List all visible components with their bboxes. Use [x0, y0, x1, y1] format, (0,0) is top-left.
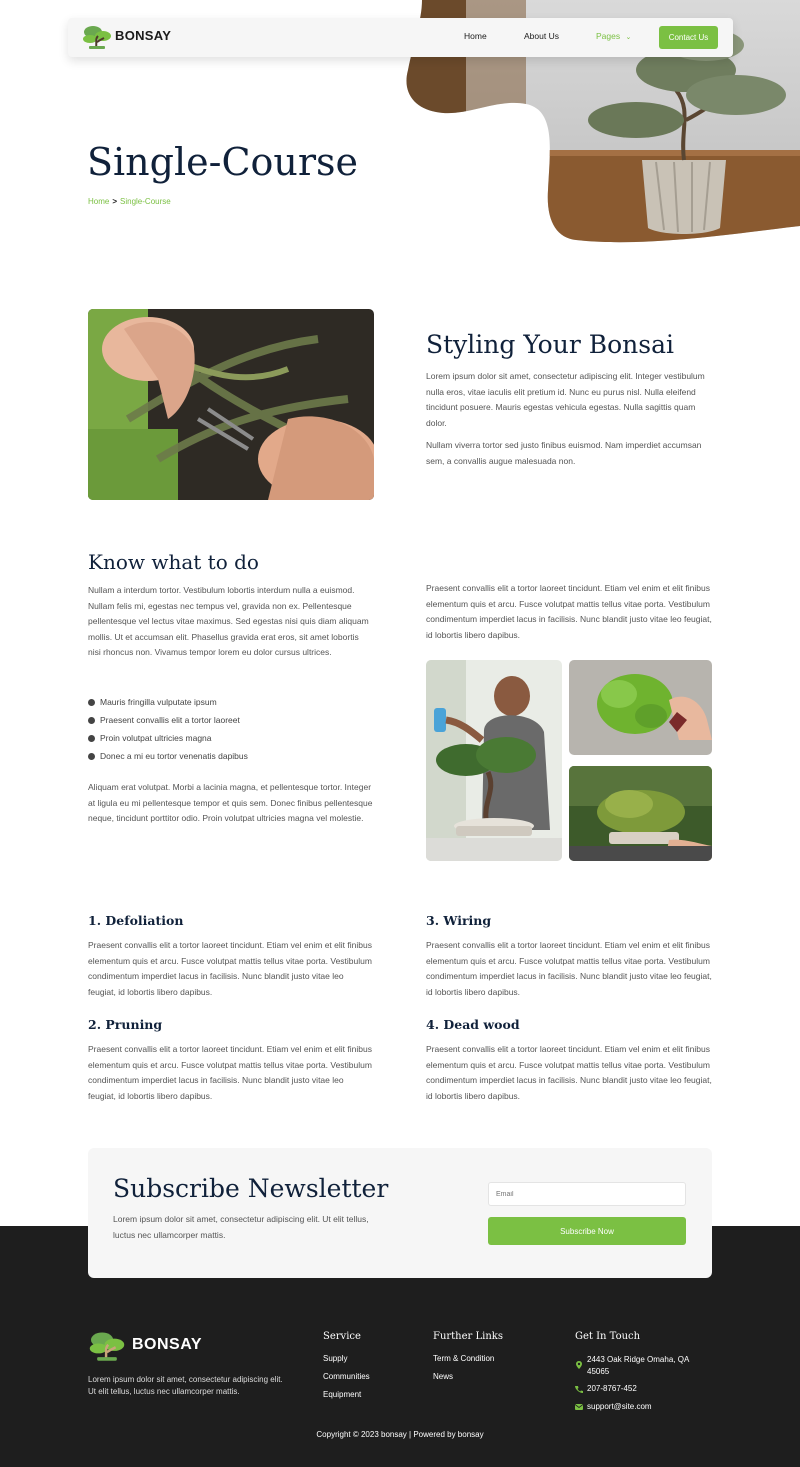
step-1-text: Praesent convallis elit a tortor laoreet tincidunt. Etiam vel enim et elit finibus elementum quis et arcu. Fusce volutpat mattis tellus vitae porta. Vestibulum condimentum imperdiet lacus in facilisis. Nunc blandit justo vitae leo feugiat, id lobortis libero dapibus. — [88, 940, 372, 997]
step-2-text: Praesent convallis elit a tortor laoreet tincidunt. Etiam vel enim et elit finibus elementum quis et arcu. Fusce volutpat mattis tellus vitae porta. Vestibulum condimentum imperdiet lacus in facilisis. Nunc blandit justo vitae leo feugiat, id lobortis libero dapibus. — [88, 1044, 372, 1101]
list-item — [88, 711, 373, 729]
email-icon — [575, 1403, 583, 1411]
navbar — [68, 18, 733, 57]
list-item — [88, 693, 373, 711]
location-pin-icon — [575, 1361, 583, 1369]
know-bullet-list — [88, 693, 373, 765]
footer-link-terms[interactable]: Term & Condition — [433, 1354, 495, 1363]
step-4-text: Praesent convallis elit a tortor laoreet tincidunt. Etiam vel enim et elit finibus elementum quis et arcu. Fusce volutpat mattis tellus vitae porta. Vestibulum condimentum imperdiet lacus in facilisis. Nunc blandit justo vitae leo feugiat, id lobortis libero dapibus. — [426, 1044, 712, 1101]
bullet-dot-icon — [88, 735, 95, 742]
footer-link-supply[interactable]: Supply — [323, 1354, 348, 1363]
step-3-title: 3. Wiring — [426, 913, 492, 928]
intro-title: Styling Your Bonsai — [426, 330, 674, 359]
bonsai-logo-icon[interactable] — [82, 24, 112, 50]
subscribe-button[interactable]: Subscribe Now — [488, 1217, 686, 1245]
bullet-text: Mauris fringilla vulputate ipsum — [100, 697, 217, 707]
newsletter-card — [88, 1148, 712, 1278]
footer-address: 2443 Oak Ridge Omaha, QA 45065 — [587, 1355, 689, 1376]
bullet-dot-icon — [88, 717, 95, 724]
footer-email[interactable]: support@site.com — [587, 1402, 652, 1411]
bullet-text: Praesent convallis elit a tortor laoreet — [100, 715, 240, 725]
contact-us-button[interactable]: Contact Us — [659, 26, 718, 49]
know-paragraph-2: Aliquam erat volutpat. Morbi a lacinia magna, et pellentesque tortor. Integer at ligula eu mi pellentesque tempor et quis sem. Donec finibus pellentesque neque, tincidunt porttitor odio. Proin volutpat ultricies magna vel molestie. — [88, 782, 373, 823]
gallery-photo-man-spraying — [426, 660, 562, 861]
newsletter-title: Subscribe Newsletter — [113, 1174, 389, 1203]
copyright: Copyright © 2023 bonsay | Powered by bonsay — [316, 1430, 484, 1439]
email-input[interactable] — [488, 1182, 686, 1206]
intro-paragraph-2: Nullam viverra tortor sed justo finibus euismod. Nam imperdiet accumsan sem, a convallis augue malesuada non. — [426, 440, 702, 466]
footer-phone[interactable]: 207-8767-452 — [587, 1384, 637, 1393]
step-2-title: 2. Pruning — [88, 1017, 163, 1032]
footer-link-communities[interactable]: Communities — [323, 1372, 370, 1381]
phone-icon — [575, 1385, 583, 1393]
breadcrumb-home[interactable]: Home — [88, 197, 110, 206]
nav-home[interactable]: Home — [464, 31, 487, 41]
page-title: Single-Course — [87, 140, 359, 184]
brand-name[interactable]: BONSAY — [115, 28, 172, 43]
know-paragraph-1: Nullam a interdum tortor. Vestibulum lobortis interdum nulla a euismod. Nullam felis mi, egestas nec tempus vel, gravida non ex. Pellentesque pellentesque vel lectus vitae maximus. Sed egestas nisi quis diam aliquam mollis. Ut et accumsan elit. Phasellus gravida erat eros, sit amet lobortis nisi rhoncus non. Vivamus tempor lorem eu dolor cursus ultrices. — [88, 585, 369, 657]
know-right-paragraph: Praesent convallis elit a tortor laoreet tincidunt. Etiam vel enim et elit finibus elementum quis et arcu. Fusce volutpat mattis tellus vitae porta. Vestibulum condimentum imperdiet lacus in facilisis. Nunc blandit justo vitae leo feugiat, id lobortis libero dapibus. — [426, 583, 712, 640]
bullet-text: Donec a mi eu tortor venenatis dapibus — [100, 751, 248, 761]
know-title: Know what to do — [88, 550, 259, 574]
bullet-dot-icon — [88, 753, 95, 760]
bullet-text: Proin volutpat ultricies magna — [100, 733, 212, 743]
footer-bonsai-logo-icon[interactable] — [88, 1330, 126, 1362]
list-item — [88, 747, 373, 765]
step-3-text: Praesent convallis elit a tortor laoreet tincidunt. Etiam vel enim et elit finibus elementum quis et arcu. Fusce volutpat mattis tellus vitae porta. Vestibulum condimentum imperdiet lacus in facilisis. Nunc blandit justo vitae leo feugiat, id lobortis libero dapibus. — [426, 940, 712, 997]
footer-link-equipment[interactable]: Equipment — [323, 1390, 362, 1399]
newsletter-text: Lorem ipsum dolor sit amet, consectetur adipiscing elit. Ut elit tellus, luctus nec ullamcorper mattis. — [113, 1214, 369, 1240]
intro-paragraph-1: Lorem ipsum dolor sit amet, consectetur adipiscing elit. Integer vestibulum nulla eros, vitae iaculis elit pretium id. Nunc eu purus nisl. Nulla eleifend tincidunt posuere. Mauris egestas vehicula egestas. Nulla sagittis quam dolor. — [426, 371, 705, 428]
footer-link-news[interactable]: News — [433, 1372, 454, 1381]
footer-further-links-title: Further Links — [433, 1331, 503, 1342]
step-4-title: 4. Dead wood — [426, 1017, 520, 1032]
list-item — [88, 729, 373, 747]
footer-contact-title: Get In Touch — [575, 1331, 641, 1342]
gallery-photo-bonsai-outdoor — [569, 766, 712, 861]
bullet-dot-icon — [88, 699, 95, 706]
footer-about-text: Lorem ipsum dolor sit amet, consectetur adipiscing elit. Ut elit tellus, luctus nec ullamcorper mattis. — [88, 1375, 283, 1396]
gallery-photo-hands-bonsai — [569, 660, 712, 755]
breadcrumb — [88, 197, 171, 206]
nav-pages[interactable] — [596, 31, 631, 41]
footer-brand-name[interactable]: BONSAY — [132, 1336, 202, 1353]
nav-about-us[interactable]: About Us — [524, 31, 559, 41]
chevron-down-icon: ⌄ — [625, 34, 632, 41]
step-1-title: 1. Defoliation — [88, 913, 184, 928]
pruning-photo — [88, 309, 374, 500]
footer-service-title: Service — [323, 1331, 361, 1342]
breadcrumb-separator: > — [112, 197, 118, 206]
breadcrumb-current: Single-Course — [120, 197, 171, 206]
nav-pages-label: Pages — [596, 31, 621, 41]
